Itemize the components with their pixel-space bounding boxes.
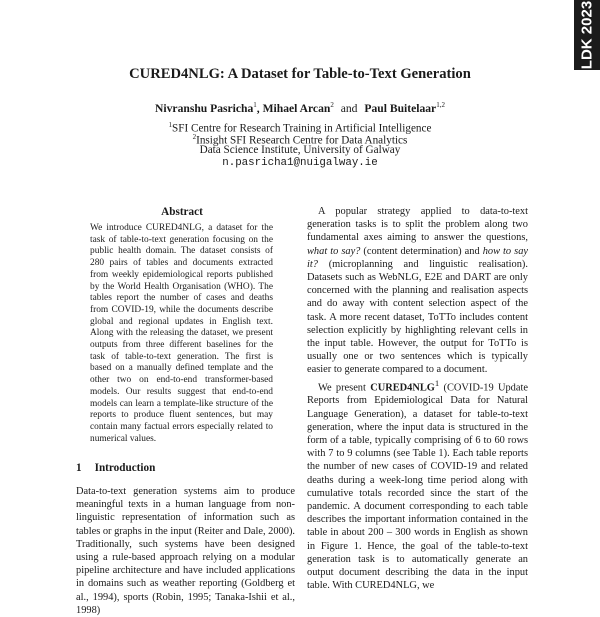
right-column xyxy=(307,205,528,600)
abstract-body: We introduce CURED4NLG, a dataset for the task of table-to-text generation focusing on the public health domain. The dataset consists of 280 pairs of tables and documents extracted from weekly epidemiological reports published by the World Health Organisation (WHO). The tables report the number of cases and deaths from COVID-19, while the documents describe global and regional updates in English text. Along with the releasing the dataset, we present outputs from three different baselines for the task of table-to-text generation. The first is based on a manually defined template and the other two on end-to-end transformer-based models. Our results suggest that end-to-end models can learn a template-like structure of the reports to produce fluent sentences, but may contain many factual errors especially related to numerical values. xyxy=(90,223,273,444)
author-separator: , xyxy=(256,101,260,115)
dataset-name: CURED4NLG xyxy=(370,382,435,394)
author-name: Paul Buitelaar xyxy=(364,101,437,115)
affiliation-mark: 2 xyxy=(192,133,197,141)
affiliation-text: SFI Centre for Research Training in Artificial Intelligence xyxy=(172,122,432,135)
author-list xyxy=(0,101,600,115)
footnote-mark: 1 xyxy=(434,377,440,388)
abstract-heading: Abstract xyxy=(161,206,203,218)
author-affiliation-mark: 2 xyxy=(330,101,334,109)
emphasis: how to say it? xyxy=(307,245,529,270)
emphasis: what to say? xyxy=(307,245,361,257)
dataset-name: CURED4NLG xyxy=(355,580,417,592)
paragraph: We present CURED4NLG$^1$ (COVID-19 Update Reports from Epidemiological Data for Natural Language Generation), a dataset for table-to-text generation, where the input data is structured in the form of a table, typically comprising of 6 to 60 rows with 7 to 9 columns (see Table 1). Each table reports the number of new cases of COVID-19 and related deaths during a week-long time period along with cumulative totals recorded since the start of the pandemic. A document corresponding to each table describes the important information contained in the table in about 200 – 300 words in English as shown in Figure 1. Hence, the goal of the table-to-text generation task is to automatically generate an output document describing the data in the input table. With CURED4NLG, we xyxy=(307,377,528,592)
section-title: Introduction xyxy=(94,462,156,474)
section-heading xyxy=(76,462,155,474)
affiliation-line xyxy=(0,144,600,156)
introduction-body xyxy=(76,485,296,616)
author-affiliation-mark: 1 xyxy=(253,101,257,109)
conference-badge-text: LDK 2023 xyxy=(578,0,596,70)
conference-badge xyxy=(574,0,600,70)
author-name: Nivranshu Pasricha xyxy=(155,101,254,115)
paper-title: CURED4NLG: A Dataset for Table-to-Text Generation xyxy=(129,66,471,82)
paragraph: A popular strategy applied to data-to-text generation tasks is to split the problem along two fundamental axes aiming to answer the questions, what to say? (content determination) and how to say it? (microplanning and linguistic realisation). Datasets such as WebNLG, E2E and DART are only concerned with the planning and realisation aspects and do away with content selection aspect of the task. A more recent dataset, ToTTo includes content selection explicitly by highlighting relevant cells in the input table. However, the output for ToTTo is usually one or two sentences which is typically easier to generate compared to a document. xyxy=(307,206,529,376)
author-affiliation-mark: 1,2 xyxy=(436,101,445,109)
paragraph: Data-to-text generation systems aim to produce meaningful texts in a human language from non-linguistic representation of information such as tables or graphs in the input (Reiter and Dale, 2000). Traditionally, such systems have been designed using a rule-based approach relying on a modular pipeline architecture and have included applications in domains such as weather reporting (Goldberg et al., 1994), sports (Robin, 1995; Tanaka-Ishii et al., 1998) xyxy=(76,486,296,616)
author-email: n.pasricha1@nuigalway.ie xyxy=(222,157,378,169)
author-name: Mihael Arcan xyxy=(262,101,331,115)
affiliation-text: Insight SFI Research Centre for Data Analytics xyxy=(196,134,408,147)
affiliation-mark: 1 xyxy=(168,121,173,129)
affiliation-text: Data Science Institute, University of Galway xyxy=(199,144,401,156)
author-conjunction: and xyxy=(340,101,358,115)
section-number: 1 xyxy=(76,462,82,474)
